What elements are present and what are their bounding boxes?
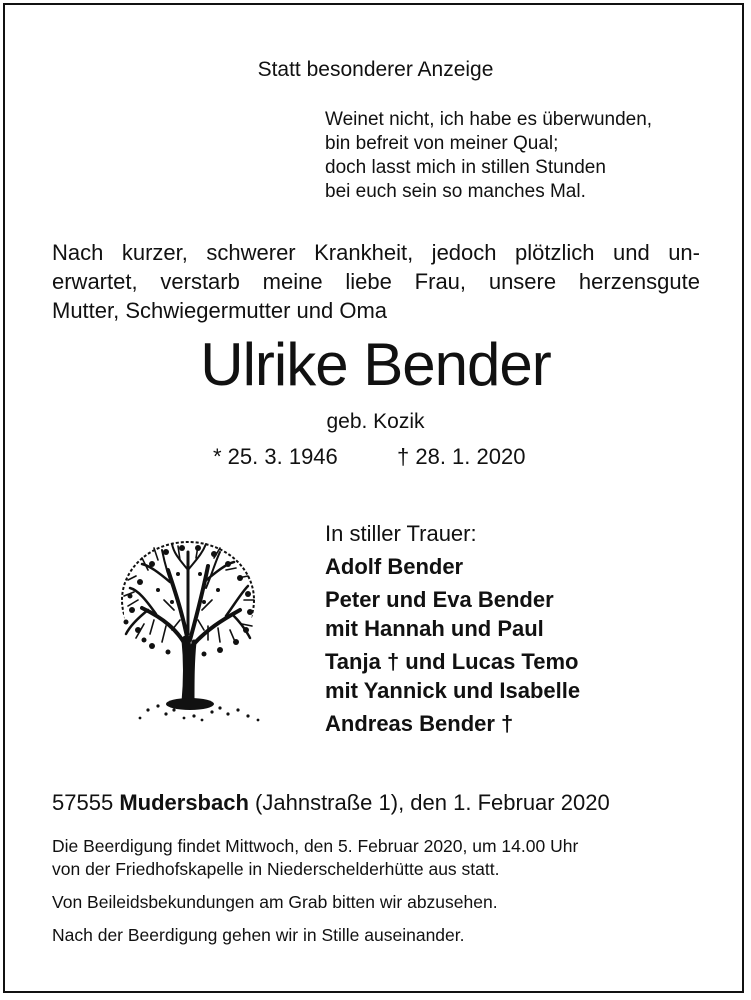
mourner-line: Adolf Bender <box>325 554 464 579</box>
deceased-name: Ulrike Bender <box>200 331 551 398</box>
condolence-note <box>52 891 578 914</box>
mourning-label: In stiller Trauer: <box>325 521 477 546</box>
mourner-line: Andreas Bender † <box>325 711 514 736</box>
postcode: 57555 <box>52 790 114 815</box>
condolence-text: Von Beileidsbekundungen am Grab bitten wir abzusehen. <box>52 892 498 912</box>
address-date: (Jahnstraße 1), den 1. Februar 2020 <box>255 790 610 815</box>
funeral-notes <box>52 835 578 957</box>
death-date: † 28. 1. 2020 <box>397 444 526 469</box>
mourner-line: mit Hannah und Paul <box>325 616 544 641</box>
after-text: Nach der Beerdigung gehen wir in Stille auseinander. <box>52 925 465 945</box>
intro-line: Mutter, Schwiegermutter und Oma <box>52 298 388 323</box>
poem-line: Weinet nicht, ich habe es überwunden, <box>325 109 653 130</box>
poem-line: doch lasst mich in stillen Stunden <box>325 157 606 178</box>
funeral-line: von der Friedhofskapelle in Niederschelderhütte aus statt. <box>52 859 500 879</box>
tree-icon <box>108 530 268 728</box>
intro-line: erwartet, verstarb meine liebe Frau, unsere herzensgute <box>52 269 700 294</box>
mourner-line: mit Yannick und Isabelle <box>325 678 581 703</box>
mourner-line: Tanja † und Lucas Temo <box>325 649 579 674</box>
place-date-line <box>52 790 610 816</box>
mourner-line: Peter und Eva Bender <box>325 587 554 612</box>
funeral-info <box>52 835 578 881</box>
notice-header: Statt besonderer Anzeige <box>257 58 494 81</box>
funeral-line: Die Beerdigung findet Mittwoch, den 5. Februar 2020, um 14.00 Uhr <box>52 836 579 856</box>
poem <box>325 108 652 204</box>
intro-text <box>52 238 700 325</box>
maiden-name: geb. Kozik <box>326 410 425 433</box>
poem-line: bin befreit von meiner Qual; <box>325 133 559 154</box>
after-note <box>52 924 578 947</box>
poem-line: bei euch sein so manches Mal. <box>325 181 586 202</box>
town: Mudersbach <box>119 790 249 815</box>
mourners-list <box>325 552 580 738</box>
birth-date: * 25. 3. 1946 <box>213 444 338 469</box>
intro-line: Nach kurzer, schwerer Krankheit, jedoch plötzlich und un- <box>52 240 700 265</box>
